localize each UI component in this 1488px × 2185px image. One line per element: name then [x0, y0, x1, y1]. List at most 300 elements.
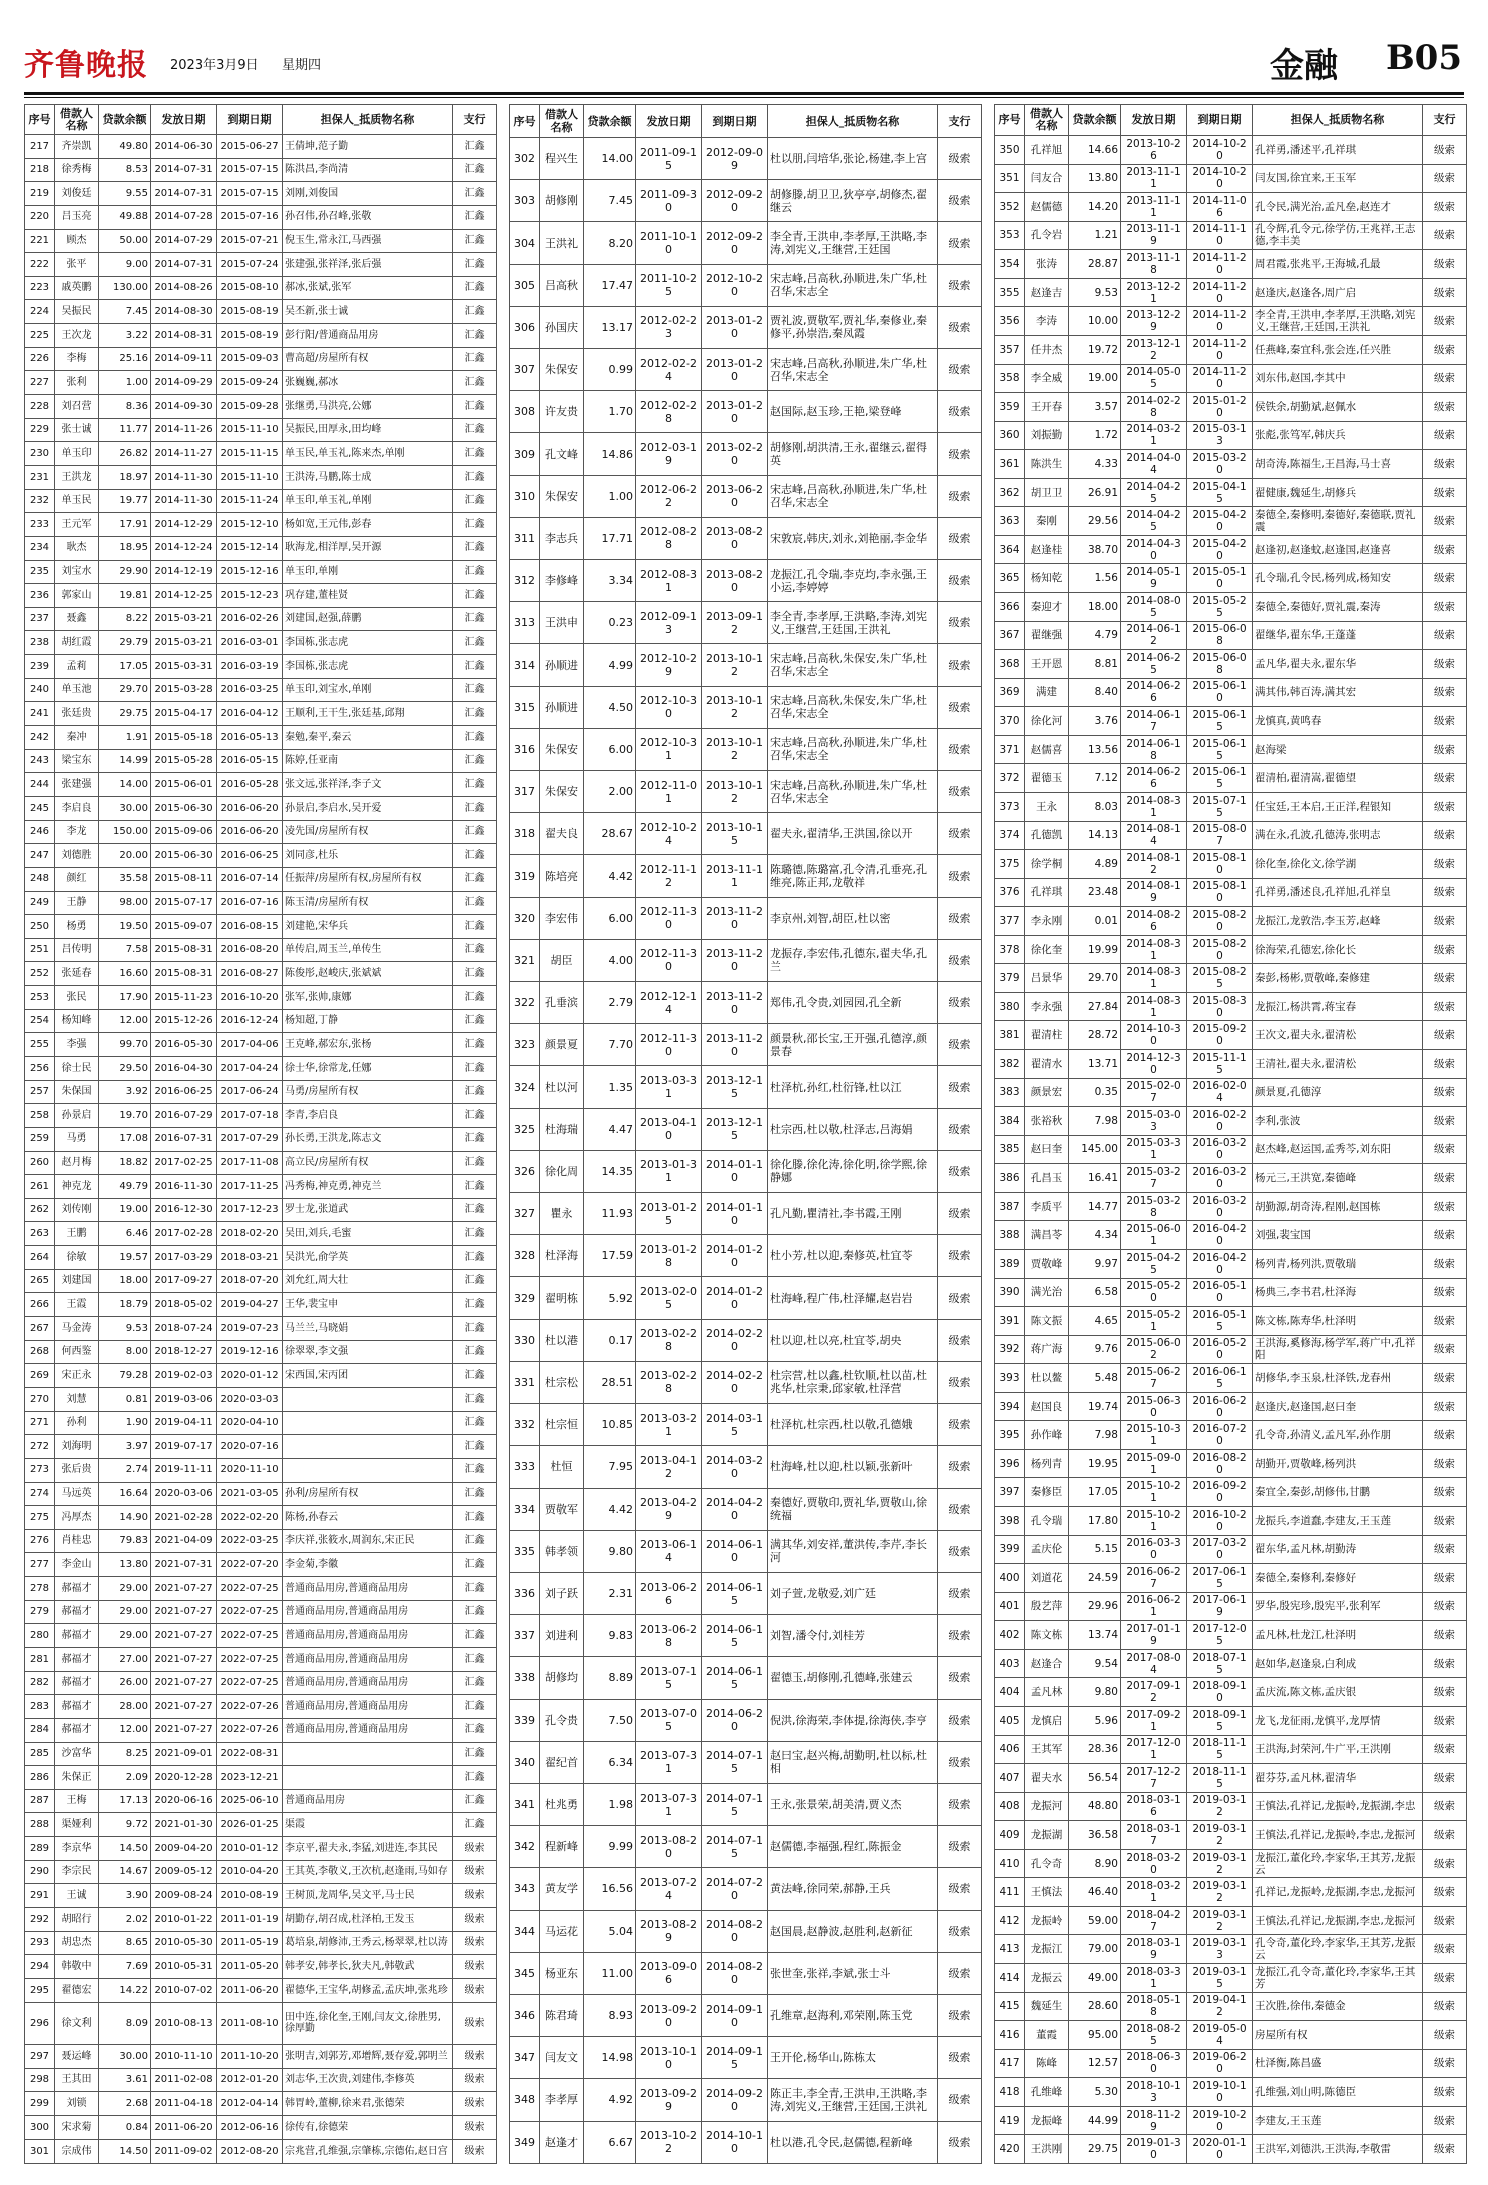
due-date: 2015-03-20: [1187, 450, 1253, 479]
loan-balance: 50.00: [99, 229, 151, 253]
guarantor-collateral: 翟清柏,翟清嵩,翟德望: [1253, 764, 1423, 793]
row-number: 362: [995, 478, 1025, 507]
issue-date: 2014-06-26: [1121, 764, 1187, 793]
header-issue-date: 发放日期: [636, 105, 702, 138]
guarantor-collateral: 杨典三,李书君,杜泽海: [1253, 1278, 1423, 1307]
borrower-name: 杨列青: [1025, 1449, 1069, 1478]
loan-balance: 16.64: [99, 1482, 151, 1506]
issue-date: 2014-08-26: [1121, 907, 1187, 936]
row-number: 340: [510, 1741, 540, 1783]
table-row: [995, 678, 1467, 707]
issue-date: 2015-09-01: [1121, 1449, 1187, 1478]
table-row: [510, 349, 982, 391]
branch: 汇鑫: [453, 418, 497, 442]
due-date: 2017-04-24: [217, 1056, 283, 1080]
row-number: 367: [995, 621, 1025, 650]
borrower-name: 渠娅利: [55, 1813, 99, 1837]
issue-date: 2018-03-16: [1121, 1792, 1187, 1821]
row-number: 312: [510, 560, 540, 602]
row-number: 385: [995, 1135, 1025, 1164]
borrower-name: 李宏伟: [540, 897, 584, 939]
due-date: 2015-11-24: [217, 489, 283, 513]
issue-date: 2012-08-31: [636, 560, 702, 602]
row-number: 244: [25, 773, 55, 797]
issue-date: 2014-08-31: [1121, 792, 1187, 821]
borrower-name: 黄友学: [540, 1868, 584, 1910]
due-date: 2014-07-15: [702, 1783, 768, 1825]
branch: 级索: [453, 2068, 497, 2092]
borrower-name: 杜兆勇: [540, 1783, 584, 1825]
borrower-name: 龙振江: [1025, 1935, 1069, 1964]
row-number: 294: [25, 1955, 55, 1979]
guarantor-collateral: [283, 1387, 453, 1411]
issue-date: 2014-08-19: [1121, 878, 1187, 907]
loan-balance: 17.91: [99, 513, 151, 537]
loan-balance: 36.58: [1069, 1821, 1121, 1850]
branch: 级索: [1423, 1421, 1467, 1450]
guarantor-collateral: 王永,张景荣,胡美清,贾义杰: [768, 1783, 938, 1825]
branch: 级索: [1423, 735, 1467, 764]
borrower-name: 颜景夏: [540, 1024, 584, 1066]
due-date: 2017-07-29: [217, 1127, 283, 1151]
branch: 级索: [1423, 907, 1467, 936]
guarantor-collateral: 贾礼波,贾敬军,贾礼华,秦修业,秦修平,孙崇浩,秦凤霞: [768, 306, 938, 348]
branch: 汇鑫: [453, 182, 497, 206]
branch: 级索: [938, 1193, 982, 1235]
borrower-name: 孙顺进: [540, 644, 584, 686]
table-row: [995, 907, 1467, 936]
loan-balance: 79.83: [99, 1529, 151, 1553]
borrower-name: 杜以鳌: [1025, 1364, 1069, 1393]
due-date: 2014-02-20: [702, 1361, 768, 1403]
guarantor-collateral: 宋志峰,吕高秋,孙顺进,朱广华,杜召华,宋志全: [768, 264, 938, 306]
row-number: 315: [510, 686, 540, 728]
row-number: 328: [510, 1235, 540, 1277]
loan-balance: 4.42: [584, 855, 636, 897]
issue-date: 2015-06-30: [151, 796, 217, 820]
due-date: 2015-08-20: [1187, 907, 1253, 936]
borrower-name: 刘传刚: [55, 1198, 99, 1222]
borrower-name: 刘俊廷: [55, 182, 99, 206]
table-row: [995, 2078, 1467, 2107]
loan-balance: 4.00: [584, 939, 636, 981]
guarantor-collateral: 龙振江,董化玲,李家华,王其芳,龙振云: [1253, 1849, 1423, 1878]
branch: 级索: [453, 1860, 497, 1884]
issue-date: 2014-04-04: [1121, 450, 1187, 479]
table-row: [995, 1335, 1467, 1364]
due-date: 2016-12-24: [217, 1009, 283, 1033]
borrower-name: 郝福才: [55, 1577, 99, 1601]
table-row: [510, 1994, 982, 2036]
branch: 级索: [1423, 992, 1467, 1021]
guarantor-collateral: 秦德全,秦修利,秦修好: [1253, 1564, 1423, 1593]
loan-balance: 28.67: [584, 813, 636, 855]
guarantor-collateral: 龙振兵,李道蠢,李建友,王玉莲: [1253, 1507, 1423, 1536]
due-date: 2015-12-14: [217, 536, 283, 560]
table-row: [995, 1192, 1467, 1221]
borrower-name: 杜宗松: [540, 1361, 584, 1403]
issue-date: 2011-10-25: [636, 264, 702, 306]
issue-date: 2021-07-27: [151, 1577, 217, 1601]
borrower-name: 孔令岩: [1025, 221, 1069, 250]
issue-date: 2012-12-14: [636, 982, 702, 1024]
due-date: 2022-07-26: [217, 1718, 283, 1742]
guarantor-collateral: 杨元三,王洪宽,秦德峰: [1253, 1164, 1423, 1193]
loan-balance: 9.97: [1069, 1249, 1121, 1278]
loan-balance: 3.76: [1069, 707, 1121, 736]
row-number: 239: [25, 655, 55, 679]
issue-date: 2015-05-28: [151, 749, 217, 773]
guarantor-collateral: 孟庆流,陈文栋,孟庆银: [1253, 1678, 1423, 1707]
table-header-row: [510, 105, 982, 138]
row-number: 368: [995, 650, 1025, 679]
branch: 汇鑫: [453, 1529, 497, 1553]
borrower-name: 龙振峰: [1025, 2106, 1069, 2135]
branch: 级索: [1423, 1792, 1467, 1821]
due-date: 2015-03-13: [1187, 421, 1253, 450]
table-row: [995, 1050, 1467, 1079]
guarantor-collateral: 孔令辉,孔令元,徐学仿,王兆祥,王志德,李丰美: [1253, 221, 1423, 250]
branch: 汇鑫: [453, 442, 497, 466]
row-number: 387: [995, 1192, 1025, 1221]
due-date: 2025-06-10: [217, 1789, 283, 1813]
borrower-name: 李永刚: [1025, 907, 1069, 936]
issue-date: 2014-09-30: [151, 395, 217, 419]
row-number: 400: [995, 1564, 1025, 1593]
borrower-name: 秦刚: [1025, 507, 1069, 536]
due-date: 2016-06-15: [1187, 1364, 1253, 1393]
branch: 级索: [1423, 1678, 1467, 1707]
table-row: [25, 253, 497, 277]
borrower-name: 韩敬中: [55, 1955, 99, 1979]
loan-balance: 8.93: [584, 1994, 636, 2036]
loan-balance: 17.71: [584, 517, 636, 559]
guarantor-collateral: 翟东华,孟凡林,胡勤涛: [1253, 1535, 1423, 1564]
branch: 级索: [1423, 1706, 1467, 1735]
branch: 级索: [1423, 593, 1467, 622]
due-date: 2016-07-16: [217, 891, 283, 915]
guarantor-collateral: 满在永,孔波,孔德涛,张明志: [1253, 821, 1423, 850]
borrower-name: 陈君琦: [540, 1994, 584, 2036]
row-number: 391: [995, 1307, 1025, 1336]
issue-date: 2018-03-31: [1121, 1964, 1187, 1993]
branch: 级索: [938, 982, 982, 1024]
table-row: [25, 1671, 497, 1695]
row-number: 274: [25, 1482, 55, 1506]
row-number: 373: [995, 792, 1025, 821]
branch: 级索: [1423, 193, 1467, 222]
table-row: [25, 844, 497, 868]
borrower-name: 赵逢才: [540, 2121, 584, 2163]
issue-date: 2014-07-28: [151, 205, 217, 229]
guarantor-collateral: 孙召伟,孙召峰,张敬: [283, 205, 453, 229]
row-number: 330: [510, 1319, 540, 1361]
loan-balance: 29.75: [1069, 2135, 1121, 2164]
guarantor-collateral: 孙利/房屋所有权: [283, 1482, 453, 1506]
table-row: [25, 1033, 497, 1057]
borrower-name: 朱保安: [540, 728, 584, 770]
row-number: 329: [510, 1277, 540, 1319]
table-row: [995, 335, 1467, 364]
guarantor-collateral: 王树顶,龙周华,吴文平,马士民: [283, 1884, 453, 1908]
table-row: [995, 1649, 1467, 1678]
branch: 汇鑫: [453, 1600, 497, 1624]
issue-date: 2012-02-28: [636, 391, 702, 433]
row-number: 259: [25, 1127, 55, 1151]
table-row: [510, 897, 982, 939]
borrower-name: 秦修臣: [1025, 1478, 1069, 1507]
due-date: 2012-09-09: [702, 138, 768, 180]
loan-balance: 8.25: [99, 1742, 151, 1766]
table-row: [995, 1935, 1467, 1964]
row-number: 227: [25, 371, 55, 395]
table-row: [995, 1421, 1467, 1450]
borrower-name: 耿杰: [55, 536, 99, 560]
issue-date: 2016-12-30: [151, 1198, 217, 1222]
borrower-name: 孔令奇: [1025, 1849, 1069, 1878]
due-date: 2014-09-15: [702, 2037, 768, 2079]
loan-balance: 29.79: [99, 631, 151, 655]
branch: 级索: [1423, 1078, 1467, 1107]
row-number: 260: [25, 1151, 55, 1175]
due-date: 2013-10-12: [702, 686, 768, 728]
header-due-date: 到期日期: [702, 105, 768, 138]
due-date: 2014-08-20: [702, 1910, 768, 1952]
branch: 汇鑫: [453, 962, 497, 986]
header-guarantor-collateral: 担保人_抵质物名称: [768, 105, 938, 138]
due-date: 2014-03-20: [702, 1446, 768, 1488]
guarantor-collateral: 胡修滕,胡卫卫,狄亭亭,胡修杰,翟继云: [768, 180, 938, 222]
borrower-name: 翟纪首: [540, 1741, 584, 1783]
branch: 级索: [1423, 1021, 1467, 1050]
due-date: 2015-09-20: [1187, 1021, 1253, 1050]
loan-balance: 49.79: [99, 1175, 151, 1199]
issue-date: 2018-03-19: [1121, 1935, 1187, 1964]
borrower-name: 翟夫良: [540, 813, 584, 855]
row-number: 310: [510, 475, 540, 517]
row-number: 295: [25, 1978, 55, 2002]
issue-date: 2023年3月9日: [170, 58, 259, 73]
loan-balance: 28.72: [1069, 1021, 1121, 1050]
issue-date: 2010-08-13: [151, 2002, 217, 2044]
borrower-name: 胡臣: [540, 939, 584, 981]
row-number: 379: [995, 964, 1025, 993]
branch: 级索: [938, 728, 982, 770]
table-row: [25, 702, 497, 726]
due-date: 2016-03-20: [1187, 1192, 1253, 1221]
table-row: [25, 1908, 497, 1932]
loan-balance: 14.67: [99, 1860, 151, 1884]
branch: 级索: [1423, 621, 1467, 650]
borrower-name: 张利: [55, 371, 99, 395]
guarantor-collateral: 陈洪昌,李尚清: [283, 158, 453, 182]
guarantor-collateral: 田中连,徐化奎,王刚,闫友文,徐胜男,徐厚勤: [283, 2002, 453, 2044]
table-row: [995, 478, 1467, 507]
branch: 级索: [1423, 1621, 1467, 1650]
borrower-name: 李质平: [1025, 1192, 1069, 1221]
guarantor-collateral: 凌先国/房屋所有权: [283, 820, 453, 844]
branch: 汇鑫: [453, 1482, 497, 1506]
issue-date: 2021-09-01: [151, 1742, 217, 1766]
table-row: [25, 135, 497, 159]
row-number: 394: [995, 1392, 1025, 1421]
branch: 汇鑫: [453, 631, 497, 655]
row-number: 375: [995, 850, 1025, 879]
due-date: 2015-11-15: [217, 442, 283, 466]
issue-date: 2015-03-21: [151, 631, 217, 655]
borrower-name: 单玉民: [55, 489, 99, 513]
table-row: [25, 2045, 497, 2069]
loan-balance: 4.65: [1069, 1307, 1121, 1336]
loan-balance: 8.65: [99, 1931, 151, 1955]
due-date: 2013-11-20: [702, 939, 768, 981]
guarantor-collateral: 宋志峰,吕高秋,朱保安,朱广华,杜召华,宋志全: [768, 686, 938, 728]
borrower-name: 郝福才: [55, 1718, 99, 1742]
table-row: [25, 324, 497, 348]
table-row: [995, 221, 1467, 250]
branch: 级索: [938, 897, 982, 939]
guarantor-collateral: 孔凡勤,瞿清社,李书霞,王刚: [768, 1193, 938, 1235]
branch: 级索: [1423, 335, 1467, 364]
loan-balance: 18.00: [1069, 593, 1121, 622]
loan-balance: 4.89: [1069, 850, 1121, 879]
row-number: 232: [25, 489, 55, 513]
row-number: 335: [510, 1530, 540, 1572]
guarantor-collateral: 赵儒德,李福强,程红,陈振金: [768, 1826, 938, 1868]
loan-balance: 19.00: [1069, 364, 1121, 393]
due-date: 2015-04-20: [1187, 507, 1253, 536]
branch: 级索: [938, 475, 982, 517]
loan-table-col-3: [994, 104, 1467, 2164]
guarantor-collateral: [283, 1742, 453, 1766]
loan-balance: 44.99: [1069, 2106, 1121, 2135]
guarantor-collateral: 单玉民,单玉礼,陈来杰,单刚: [283, 442, 453, 466]
issue-date: 2017-02-28: [151, 1222, 217, 1246]
issue-date: 2013-04-10: [636, 1108, 702, 1150]
borrower-name: 杨知峰: [55, 1009, 99, 1033]
branch: 级索: [938, 1530, 982, 1572]
table-row: [995, 450, 1467, 479]
due-date: 2016-03-25: [217, 678, 283, 702]
due-date: 2022-07-20: [217, 1553, 283, 1577]
borrower-name: 赵逢桂: [1025, 535, 1069, 564]
issue-date: 2013-09-20: [636, 1994, 702, 2036]
table-row: [25, 1955, 497, 1979]
guarantor-collateral: 陈婷,任亚南: [283, 749, 453, 773]
borrower-name: 张廷贵: [55, 702, 99, 726]
row-number: 253: [25, 986, 55, 1010]
table-row: [995, 792, 1467, 821]
borrower-name: 孙利: [55, 1411, 99, 1435]
branch: 汇鑫: [453, 1009, 497, 1033]
table-row: [25, 1056, 497, 1080]
due-date: 2012-06-16: [217, 2115, 283, 2139]
issue-date: 2017-12-01: [1121, 1735, 1187, 1764]
issue-date: 2011-09-30: [636, 180, 702, 222]
borrower-name: 李龙: [55, 820, 99, 844]
issue-date: 2013-01-28: [636, 1235, 702, 1277]
loan-balance: 14.77: [1069, 1192, 1121, 1221]
newspaper-name: 齐鲁晚报: [24, 48, 148, 83]
row-number: 229: [25, 418, 55, 442]
page-code: B05: [1385, 38, 1462, 78]
branch: 汇鑫: [453, 1246, 497, 1270]
row-number: 374: [995, 821, 1025, 850]
table-row: [25, 749, 497, 773]
table-row: [25, 820, 497, 844]
table-row: [995, 2135, 1467, 2164]
due-date: 2014-06-10: [702, 1530, 768, 1572]
table-row: [25, 536, 497, 560]
guarantor-collateral: 曹高超/房屋所有权: [283, 347, 453, 371]
issue-date: 2010-07-02: [151, 1978, 217, 2002]
issue-date: 2015-05-20: [1121, 1278, 1187, 1307]
guarantor-collateral: 单玉印,刘宝水,单刚: [283, 678, 453, 702]
row-number: 319: [510, 855, 540, 897]
issue-date: 2009-04-20: [151, 1837, 217, 1861]
issue-date: 2013-07-05: [636, 1699, 702, 1741]
due-date: 2014-06-20: [702, 1699, 768, 1741]
loan-balance: 9.83: [584, 1615, 636, 1657]
issue-date: 2014-08-14: [1121, 821, 1187, 850]
table-row: [995, 821, 1467, 850]
table-header-row: [995, 105, 1467, 136]
branch: 级索: [938, 180, 982, 222]
borrower-name: 聂鑫: [55, 607, 99, 631]
due-date: 2019-07-23: [217, 1317, 283, 1341]
row-number: 398: [995, 1507, 1025, 1536]
header-loan-balance: 贷款余额: [584, 105, 636, 138]
borrower-name: 朱保安: [540, 475, 584, 517]
issue-date: 2021-07-27: [151, 1600, 217, 1624]
borrower-name: 满建: [1025, 678, 1069, 707]
due-date: 2012-01-20: [217, 2068, 283, 2092]
row-number: 286: [25, 1766, 55, 1790]
issue-date: 2014-09-29: [151, 371, 217, 395]
loan-balance: 14.90: [99, 1506, 151, 1530]
row-number: 411: [995, 1878, 1025, 1907]
loan-balance: 5.92: [584, 1277, 636, 1319]
table-row: [510, 939, 982, 981]
loan-balance: 7.95: [584, 1446, 636, 1488]
due-date: 2015-09-28: [217, 395, 283, 419]
table-row: [25, 986, 497, 1010]
table-row: [995, 1878, 1467, 1907]
table-row: [995, 1535, 1467, 1564]
guarantor-collateral: 杨列青,杨列洪,贾敬瑞: [1253, 1249, 1423, 1278]
row-number: 347: [510, 2037, 540, 2079]
branch: 级索: [1423, 1278, 1467, 1307]
loan-balance: 7.45: [584, 180, 636, 222]
branch: 级索: [1423, 2049, 1467, 2078]
due-date: 2019-04-12: [1187, 1992, 1253, 2021]
due-date: 2015-07-21: [217, 229, 283, 253]
guarantor-collateral: 杜泽衡,陈昌盛: [1253, 2049, 1423, 2078]
issue-date: 2015-09-06: [151, 820, 217, 844]
table-row: [995, 421, 1467, 450]
borrower-name: 翟清水: [1025, 1050, 1069, 1079]
table-row: [995, 1478, 1467, 1507]
loan-balance: 4.79: [1069, 621, 1121, 650]
branch: 汇鑫: [453, 1340, 497, 1364]
loan-balance: 1.21: [1069, 221, 1121, 250]
due-date: 2022-03-25: [217, 1529, 283, 1553]
branch: 汇鑫: [453, 1364, 497, 1388]
guarantor-collateral: 孔维强,刘山明,陈德臣: [1253, 2078, 1423, 2107]
borrower-name: 孟凡林: [1025, 1678, 1069, 1707]
loan-balance: 59.00: [1069, 1906, 1121, 1935]
branch: 级索: [1423, 2106, 1467, 2135]
